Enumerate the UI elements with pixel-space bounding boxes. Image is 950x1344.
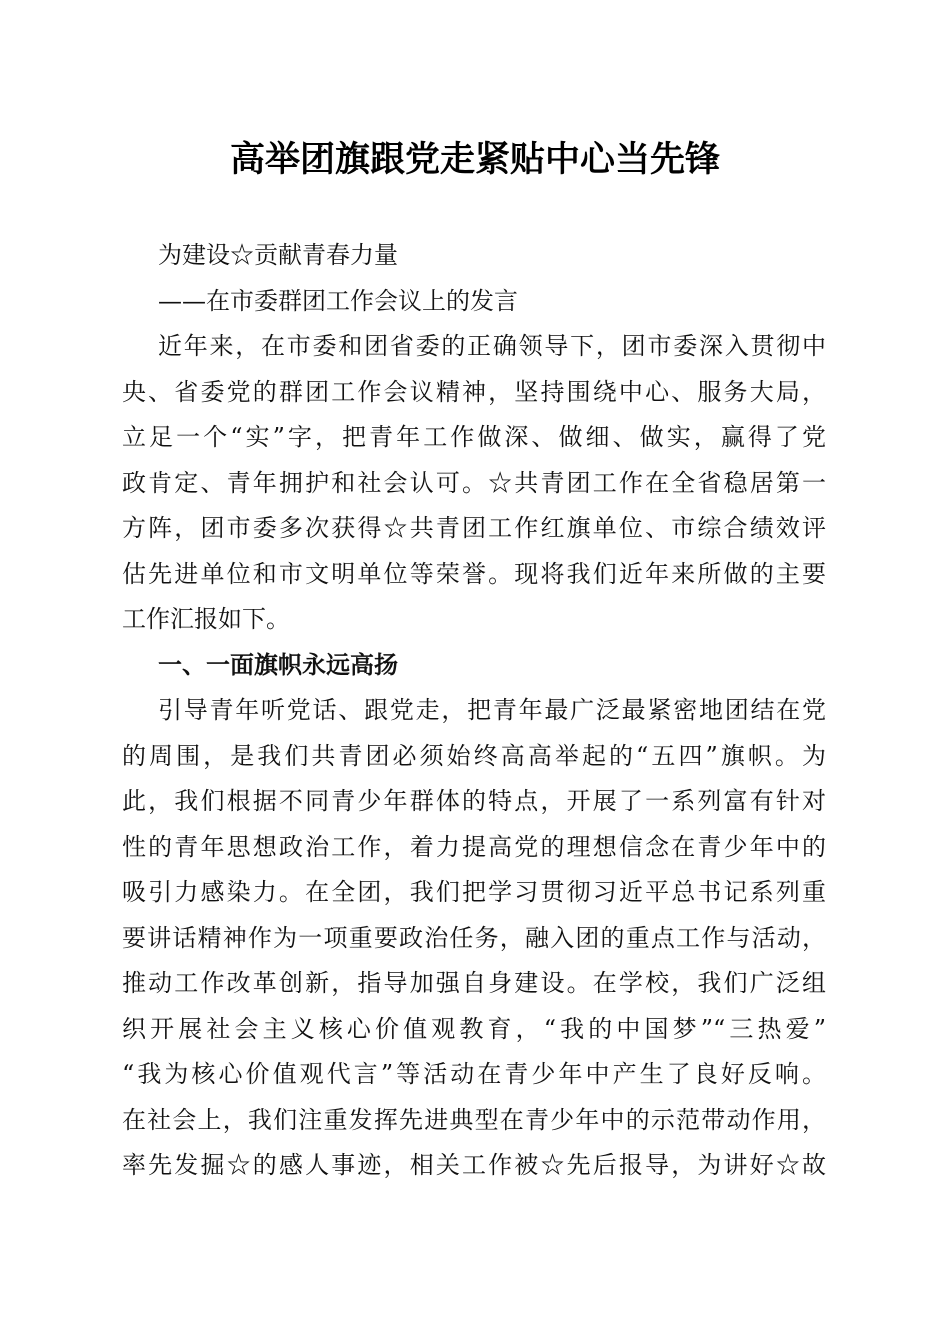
paragraph-1 [122, 324, 826, 643]
paragraph-line: 在社会上，我们注重发挥先进典型在青少年中的示范带动作用， [122, 1105, 826, 1134]
paragraph-line: 工作汇报如下。 [122, 605, 290, 633]
paragraph-line: 率先发掘☆的感人事迹，相关工作被☆先后报导，为讲好☆故 [122, 1151, 826, 1179]
paragraph-line: 引导青年听党话、跟党走，把青年最广泛最紧密地团结在党 [158, 696, 826, 724]
paragraph-line: 立足一个“实”字，把青年工作做深、做细、做实，赢得了党 [122, 423, 826, 451]
paragraph-line: 性的青年思想政治工作，着力提高党的理想信念在青少年中的 [122, 832, 826, 861]
paragraph-line: 织开展社会主义核心价值观教育，“我的中国梦”“三热爱” [122, 1014, 826, 1043]
paragraph-line: 此，我们根据不同青少年群体的特点，开展了一系列富有针对 [122, 787, 826, 815]
paragraph-line: 推动工作改革创新，指导加强自身建设。在学校，我们广泛组 [122, 969, 826, 997]
paragraph-line: 的周围，是我们共青团必须始终高高举起的“五四”旗帜。为 [122, 741, 826, 770]
paragraph-line: 央、省委党的群团工作会议精神，坚持围绕中心、服务大局， [122, 377, 826, 406]
subtitle: 为建设☆贡献青春力量 [158, 241, 398, 269]
section-heading: 一、一面旗帜永远高扬 [158, 650, 398, 679]
document-title: 高举团旗跟党走紧贴中心当先锋 [229, 139, 720, 180]
paragraph-line: 近年来，在市委和团省委的正确领导下，团市委深入贯彻中 [158, 332, 826, 360]
paragraph-line: 要讲话精神作为一项重要政治任务，融入团的重点工作与活动， [122, 923, 826, 952]
paragraph-line: 方阵，团市委多次获得☆共青团工作红旗单位、市综合绩效评 [122, 514, 826, 542]
document-body [122, 233, 826, 1189]
paragraph-line: 吸引力感染力。在全团，我们把学习贯彻习近平总书记系列重 [122, 878, 826, 906]
paragraph-line: 估先进单位和市文明单位等荣誉。现将我们近年来所做的主要 [122, 559, 826, 588]
paragraph-line: 政肯定、青年拥护和社会认可。☆共青团工作在全省稳居第一 [122, 468, 826, 497]
paragraph-line: “我为核心价值观代言”等活动在青少年中产生了良好反响。 [122, 1060, 826, 1088]
byline: ——在市委群团工作会议上的发言 [158, 286, 518, 315]
paragraph-2 [122, 688, 826, 1189]
